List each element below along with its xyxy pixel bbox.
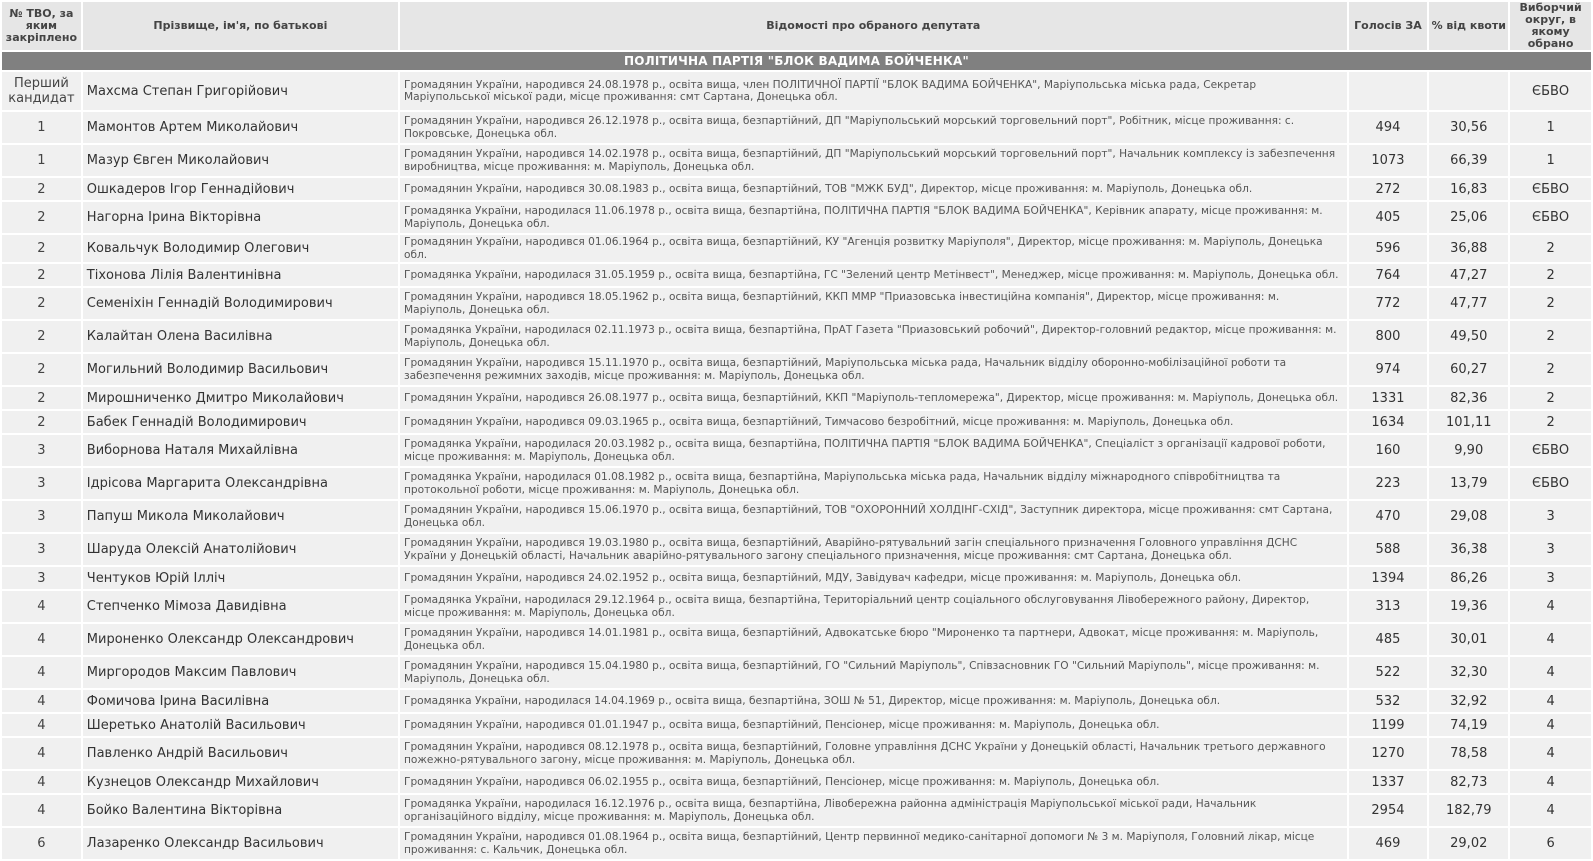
pct-cell: 32,30: [1429, 657, 1508, 688]
name-cell: Бойко Валентина Вікторівна: [83, 795, 398, 826]
info-cell: Громадянин України, народився 09.03.1965 р., освіта вища, безпартійний, Тимчасово безробітний, місце проживання: м. Маріуполь, Донецька обл.: [400, 411, 1347, 433]
table-row: [2, 72, 1591, 110]
votes-cell: 772: [1349, 288, 1428, 319]
okrug-cell: 4: [1510, 795, 1591, 826]
header-okrug: Виборчий округ, в якому обрано: [1510, 2, 1591, 50]
info-cell: Громадянин України, народився 14.02.1978 р., освіта вища, безпартійний, ДП "Маріупольський морський торговельний порт", Начальник комплексу із забезпечення виробництва, місце проживання: м. Маріуполь, Донецька обл.: [400, 145, 1347, 176]
tvo-cell: 4: [2, 795, 81, 826]
name-cell: Махсма Степан Григорійович: [83, 72, 398, 110]
info-cell: Громадянка України, народилася 16.12.1976 р., освіта вища, безпартійна, Лівобережна районна адміністрація Маріупольської міської ради, Начальник організаційного відділу, місце проживання: м. Маріуполь, Донецька обл.: [400, 795, 1347, 826]
okrug-cell: ЄБВО: [1510, 468, 1591, 499]
table-row: [2, 435, 1591, 466]
votes-cell: 2954: [1349, 795, 1428, 826]
header-tvo: № ТВО, за яким закріплено: [2, 2, 81, 50]
info-cell: Громадянин України, народився 24.08.1978 р., освіта вища, член ПОЛІТИЧНОЇ ПАРТІЇ "БЛОК ВАДИМА БОЙЧЕНКА", Маріупольська міська рада, Секретар Маріупольської міської ради, місце проживання: смт Сартана, Донецька обл.: [400, 72, 1347, 110]
tvo-cell: 3: [2, 468, 81, 499]
info-cell: Громадянка України, народилася 31.05.1959 р., освіта вища, безпартійна, ГС "Зелений центр Метінвест", Менеджер, місце проживання: м. Маріуполь, Донецька обл.: [400, 264, 1347, 286]
votes-cell: 160: [1349, 435, 1428, 466]
table-row: [2, 567, 1591, 589]
pct-cell: 47,77: [1429, 288, 1508, 319]
info-cell: Громадянин України, народився 14.01.1981 р., освіта вища, безпартійний, Адвокатське бюро "Мироненко та партнери, Адвокат, місце проживання: м. Маріуполь, Донецька обл.: [400, 624, 1347, 655]
tvo-cell: 2: [2, 235, 81, 262]
tvo-cell: 3: [2, 501, 81, 532]
name-cell: Шаруда Олексій Анатолійович: [83, 534, 398, 565]
votes-cell: 1337: [1349, 771, 1428, 793]
pct-cell: 36,38: [1429, 534, 1508, 565]
table-row: [2, 387, 1591, 409]
table-row: [2, 591, 1591, 622]
table-row: [2, 288, 1591, 319]
pct-cell: [1429, 72, 1508, 110]
table-row: [2, 501, 1591, 532]
party-row: [2, 52, 1591, 70]
pct-cell: 78,58: [1429, 738, 1508, 769]
info-cell: Громадянка України, народилася 20.03.1982 р., освіта вища, безпартійна, ПОЛІТИЧНА ПАРТІЯ "БЛОК ВАДИМА БОЙЧЕНКА", Спеціаліст з організації кадрової роботи, місце проживання: м. Маріуполь, Донецька обл.: [400, 435, 1347, 466]
votes-cell: 1331: [1349, 387, 1428, 409]
name-cell: Мироненко Олександр Олександрович: [83, 624, 398, 655]
tvo-cell: 3: [2, 534, 81, 565]
pct-cell: 32,92: [1429, 690, 1508, 712]
table-row: [2, 657, 1591, 688]
table-row: [2, 738, 1591, 769]
name-cell: Нагорна Ірина Вікторівна: [83, 202, 398, 233]
name-cell: Степченко Мімоза Давидівна: [83, 591, 398, 622]
pct-cell: 49,50: [1429, 321, 1508, 352]
table-row: [2, 534, 1591, 565]
okrug-cell: 4: [1510, 738, 1591, 769]
okrug-cell: 1: [1510, 112, 1591, 143]
pct-cell: 182,79: [1429, 795, 1508, 826]
tvo-cell: 2: [2, 321, 81, 352]
table-row: [2, 354, 1591, 385]
tvo-cell: 4: [2, 714, 81, 736]
tvo-cell: 4: [2, 690, 81, 712]
pct-cell: 36,88: [1429, 235, 1508, 262]
okrug-cell: 4: [1510, 714, 1591, 736]
tvo-cell: Перший кандидат: [2, 72, 81, 110]
votes-cell: 223: [1349, 468, 1428, 499]
votes-cell: 313: [1349, 591, 1428, 622]
header-votes: Голосів ЗА: [1349, 2, 1428, 50]
okrug-cell: 2: [1510, 387, 1591, 409]
table-row: [2, 235, 1591, 262]
info-cell: Громадянка України, народилася 02.11.1973 р., освіта вища, безпартійна, ПрАТ Газета "Приазовський робочий", Директор-головний редактор, місце проживання: м. Маріуполь, Донецька обл.: [400, 321, 1347, 352]
tvo-cell: 2: [2, 264, 81, 286]
name-cell: Кузнецов Олександр Михайлович: [83, 771, 398, 793]
name-cell: Семеніхін Геннадій Володимирович: [83, 288, 398, 319]
okrug-cell: 4: [1510, 591, 1591, 622]
tvo-cell: 2: [2, 387, 81, 409]
name-cell: Лазаренко Олександр Васильович: [83, 828, 398, 859]
tvo-cell: 6: [2, 828, 81, 859]
table-row: [2, 411, 1591, 433]
name-cell: Ідрісова Маргарита Олександрівна: [83, 468, 398, 499]
name-cell: Мирошниченко Дмитро Миколайович: [83, 387, 398, 409]
okrug-cell: 4: [1510, 690, 1591, 712]
pct-cell: 30,01: [1429, 624, 1508, 655]
votes-cell: 272: [1349, 178, 1428, 200]
pct-cell: 25,06: [1429, 202, 1508, 233]
tvo-cell: 4: [2, 657, 81, 688]
name-cell: Тіхонова Лілія Валентинівна: [83, 264, 398, 286]
pct-cell: 82,73: [1429, 771, 1508, 793]
tvo-cell: 4: [2, 738, 81, 769]
votes-cell: 532: [1349, 690, 1428, 712]
name-cell: Мазур Євген Миколайович: [83, 145, 398, 176]
info-cell: Громадянин України, народився 15.04.1980 р., освіта вища, безпартійний, ГО "Сильний Маріуполь", Співзасновник ГО "Сильний Маріуполь", місце проживання: м. Маріуполь, Донецька обл.: [400, 657, 1347, 688]
votes-cell: 596: [1349, 235, 1428, 262]
info-cell: Громадянка України, народилася 29.12.1964 р., освіта вища, безпартійна, Територіальний центр соціального обслуговування Лівобережного району, Директор, місце проживання: м. Маріуполь, Донецька обл.: [400, 591, 1347, 622]
name-cell: Чентуков Юрій Ілліч: [83, 567, 398, 589]
info-cell: Громадянка України, народилася 14.04.1969 р., освіта вища, безпартійна, ЗОШ № 51, Директор, місце проживання: м. Маріуполь, Донецька обл.: [400, 690, 1347, 712]
votes-cell: 470: [1349, 501, 1428, 532]
name-cell: Фомичова Ірина Василівна: [83, 690, 398, 712]
okrug-cell: 6: [1510, 828, 1591, 859]
votes-cell: 588: [1349, 534, 1428, 565]
pct-cell: 66,39: [1429, 145, 1508, 176]
pct-cell: 29,02: [1429, 828, 1508, 859]
table-row: [2, 690, 1591, 712]
header-pct: % від квоти: [1429, 2, 1508, 50]
votes-cell: 1073: [1349, 145, 1428, 176]
table-row: [2, 828, 1591, 859]
tvo-cell: 2: [2, 178, 81, 200]
tvo-cell: 1: [2, 112, 81, 143]
pct-cell: 82,36: [1429, 387, 1508, 409]
info-cell: Громадянин України, народився 26.08.1977 р., освіта вища, безпартійний, ККП "Маріуполь-тепломережа", Директор, місце проживання: м. Маріуполь, Донецька обл.: [400, 387, 1347, 409]
name-cell: Ковальчук Володимир Олегович: [83, 235, 398, 262]
table-row: [2, 178, 1591, 200]
pct-cell: 19,36: [1429, 591, 1508, 622]
tvo-cell: 2: [2, 202, 81, 233]
pct-cell: 47,27: [1429, 264, 1508, 286]
tvo-cell: 3: [2, 435, 81, 466]
pct-cell: 60,27: [1429, 354, 1508, 385]
header-info: Відомості про обраного депутата: [400, 2, 1347, 50]
header-name: Прізвище, ім'я, по батькові: [83, 2, 398, 50]
name-cell: Ошкадеров Ігор Геннадійович: [83, 178, 398, 200]
info-cell: Громадянин України, народився 01.06.1964 р., освіта вища, безпартійний, КУ "Агенція розвитку Маріуполя", Директор, місце проживання: м. Маріуполь, Донецька обл.: [400, 235, 1347, 262]
votes-cell: 1270: [1349, 738, 1428, 769]
pct-cell: 30,56: [1429, 112, 1508, 143]
votes-cell: [1349, 72, 1428, 110]
votes-cell: 494: [1349, 112, 1428, 143]
info-cell: Громадянин України, народився 26.12.1978 р., освіта вища, безпартійний, ДП "Маріупольський морський торговельний порт", Робітник, місце проживання: с. Покровське, Донецька обл.: [400, 112, 1347, 143]
okrug-cell: 4: [1510, 624, 1591, 655]
info-cell: Громадянин України, народився 01.01.1947 р., освіта вища, безпартійний, Пенсіонер, місце проживання: м. Маріуполь, Донецька обл.: [400, 714, 1347, 736]
info-cell: Громадянин України, народився 19.03.1980 р., освіта вища, безпартійний, Аварійно-рятувальний загін спеціального призначення Головного управління ДСНС України у Донецькій області, Начальник аварійно-рятувального загону спеціального призначення, місце проживання: смт Сартана, Донецька обл.: [400, 534, 1347, 565]
okrug-cell: 3: [1510, 534, 1591, 565]
table-row: [2, 771, 1591, 793]
okrug-cell: 2: [1510, 321, 1591, 352]
tvo-cell: 4: [2, 624, 81, 655]
table-row: [2, 321, 1591, 352]
name-cell: Виборнова Наталя Михайлівна: [83, 435, 398, 466]
okrug-cell: 1: [1510, 145, 1591, 176]
info-cell: Громадянин України, народився 15.11.1970 р., освіта вища, безпартійний, Маріупольська міська рада, Начальник відділу оборонно-мобілізаційної роботи та забезпечення режимних заходів, місце проживання: м. Маріуполь, Донецька обл.: [400, 354, 1347, 385]
info-cell: Громадянин України, народився 24.02.1952 р., освіта вища, безпартійний, МДУ, Завідувач кафедри, місце проживання: м. Маріуполь, Донецька обл.: [400, 567, 1347, 589]
tvo-cell: 4: [2, 771, 81, 793]
okrug-cell: 4: [1510, 771, 1591, 793]
okrug-cell: 3: [1510, 567, 1591, 589]
okrug-cell: ЄБВО: [1510, 178, 1591, 200]
name-cell: Калайтан Олена Василівна: [83, 321, 398, 352]
okrug-cell: 2: [1510, 288, 1591, 319]
tvo-cell: 1: [2, 145, 81, 176]
pct-cell: 13,79: [1429, 468, 1508, 499]
info-cell: Громадянин України, народився 18.05.1962 р., освіта вища, безпартійний, ККП ММР "Приазовська інвестиційна компанія", Директор, місце проживання: м. Маріуполь, Донецька обл.: [400, 288, 1347, 319]
info-cell: Громадянин України, народився 06.02.1955 р., освіта вища, безпартійний, Пенсіонер, місце проживання: м. Маріуполь, Донецька обл.: [400, 771, 1347, 793]
okrug-cell: 4: [1510, 657, 1591, 688]
okrug-cell: ЄБВО: [1510, 202, 1591, 233]
table-row: [2, 714, 1591, 736]
votes-cell: 469: [1349, 828, 1428, 859]
pct-cell: 86,26: [1429, 567, 1508, 589]
tvo-cell: 2: [2, 288, 81, 319]
name-cell: Павленко Андрій Васильович: [83, 738, 398, 769]
votes-cell: 764: [1349, 264, 1428, 286]
pct-cell: 16,83: [1429, 178, 1508, 200]
table-row: [2, 795, 1591, 826]
pct-cell: 101,11: [1429, 411, 1508, 433]
votes-cell: 974: [1349, 354, 1428, 385]
info-cell: Громадянка України, народилася 01.08.1982 р., освіта вища, безпартійна, Маріупольська міська рада, Начальник відділу міжнародного співробітництва та протокольної роботи, місце проживання: м. Маріуполь, Донецька обл.: [400, 468, 1347, 499]
name-cell: Бабек Геннадій Володимирович: [83, 411, 398, 433]
table-row: [2, 145, 1591, 176]
votes-cell: 485: [1349, 624, 1428, 655]
votes-cell: 1394: [1349, 567, 1428, 589]
pct-cell: 74,19: [1429, 714, 1508, 736]
info-cell: Громадянин України, народився 01.08.1964 р., освіта вища, безпартійний, Центр первинної медико-санітарної допомоги № 3 м. Маріуполя, Головний лікар, місце проживання: с. Кальчик, Донецька обл.: [400, 828, 1347, 859]
votes-cell: 1199: [1349, 714, 1428, 736]
okrug-cell: ЄБВО: [1510, 435, 1591, 466]
tvo-cell: 2: [2, 411, 81, 433]
name-cell: Миргородов Максим Павлович: [83, 657, 398, 688]
tvo-cell: 2: [2, 354, 81, 385]
info-cell: Громадянка України, народилася 11.06.1978 р., освіта вища, безпартійна, ПОЛІТИЧНА ПАРТІЯ "БЛОК ВАДИМА БОЙЧЕНКА", Керівник апарату, місце проживання: м. Маріуполь, Донецька обл.: [400, 202, 1347, 233]
votes-cell: 800: [1349, 321, 1428, 352]
party-name: ПОЛІТИЧНА ПАРТІЯ "БЛОК ВАДИМА БОЙЧЕНКА": [2, 52, 1591, 70]
name-cell: Шеретько Анатолій Васильович: [83, 714, 398, 736]
okrug-cell: 2: [1510, 354, 1591, 385]
info-cell: Громадянин України, народився 30.08.1983 р., освіта вища, безпартійний, ТОВ "МЖК БУД", Директор, місце проживання: м. Маріуполь, Донецька обл.: [400, 178, 1347, 200]
votes-cell: 522: [1349, 657, 1428, 688]
tvo-cell: 3: [2, 567, 81, 589]
info-cell: Громадянин України, народився 08.12.1978 р., освіта вища, безпартійний, Головне управління ДСНС України у Донецькій області, Начальник третього державного пожежно-рятувального загону, місце проживання: м. Маріуполь, Донецька обл.: [400, 738, 1347, 769]
tvo-cell: 4: [2, 591, 81, 622]
okrug-cell: 2: [1510, 235, 1591, 262]
table-row: [2, 624, 1591, 655]
table-row: [2, 202, 1591, 233]
table-row: [2, 112, 1591, 143]
table-row: [2, 264, 1591, 286]
okrug-cell: ЄБВО: [1510, 72, 1591, 110]
name-cell: Могильний Володимир Васильович: [83, 354, 398, 385]
okrug-cell: 2: [1510, 264, 1591, 286]
okrug-cell: 2: [1510, 411, 1591, 433]
votes-cell: 405: [1349, 202, 1428, 233]
info-cell: Громадянин України, народився 15.06.1970 р., освіта вища, безпартійний, ТОВ "ОХОРОННИЙ ХОЛДІНГ-СХІД", Заступник директора, місце проживання: смт Сартана, Донецька обл.: [400, 501, 1347, 532]
votes-cell: 1634: [1349, 411, 1428, 433]
name-cell: Мамонтов Артем Миколайович: [83, 112, 398, 143]
pct-cell: 29,08: [1429, 501, 1508, 532]
okrug-cell: 3: [1510, 501, 1591, 532]
header-row: [2, 2, 1591, 50]
table-row: [2, 468, 1591, 499]
pct-cell: 9,90: [1429, 435, 1508, 466]
name-cell: Папуш Микола Миколайович: [83, 501, 398, 532]
